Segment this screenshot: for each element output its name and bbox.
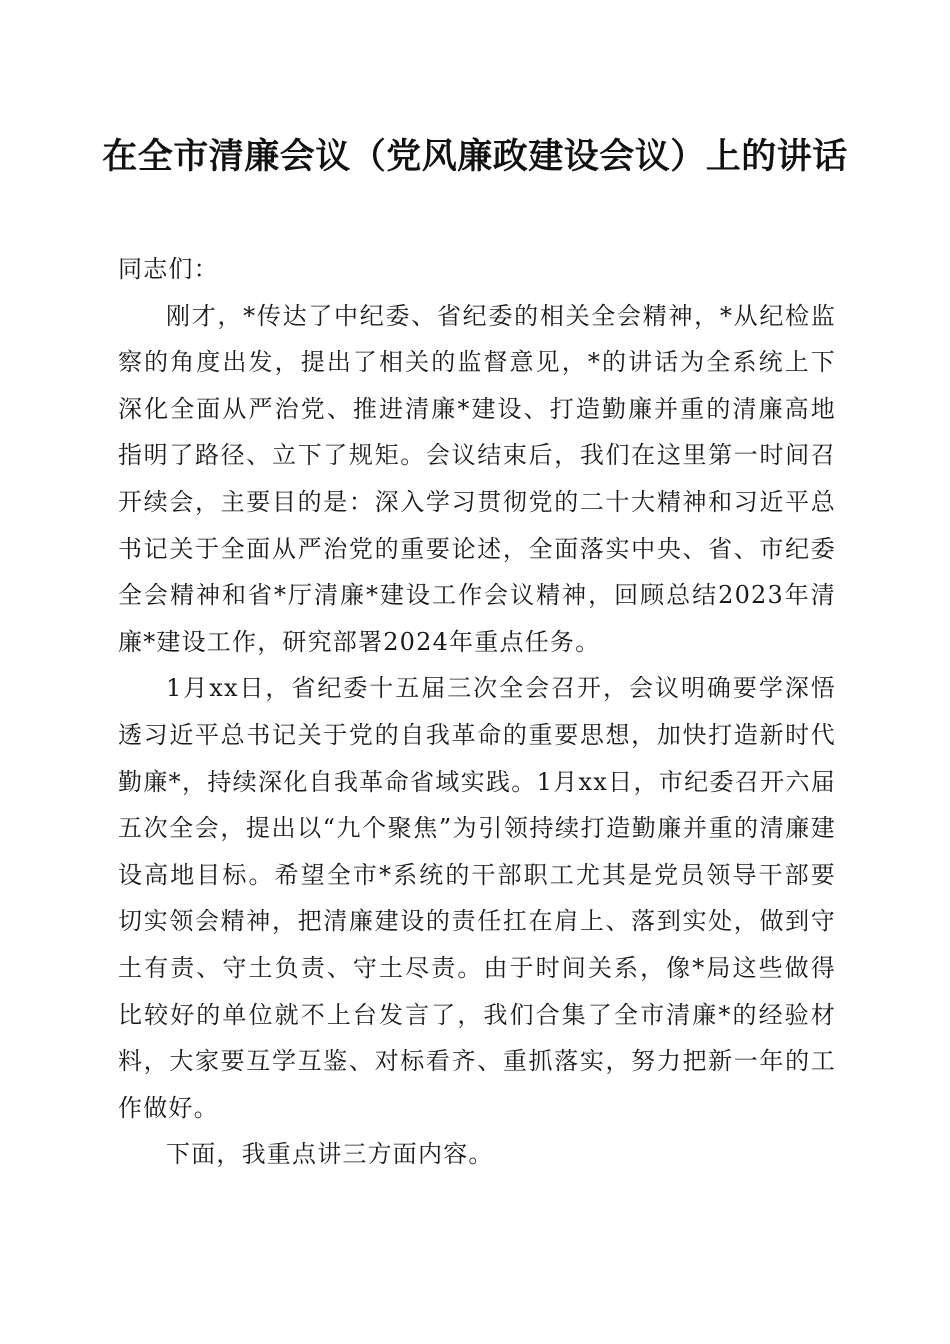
document-body: [118, 246, 836, 1178]
salutation: 同志们：: [118, 255, 219, 283]
paragraph-3: 下面，我重点讲三方面内容。: [166, 1140, 494, 1169]
paragraph-2: 1月xx日，省纪委十五届三次全会召开，会议明确要学深悟透习近平总书记关于党的自我革命的重要思想，加快打造新时代勤廉*，持续深化自我革命省域实践。1月xx日，市纪委召开六届五次全会，提出以“九个聚焦”为引领持续打造勤廉并重的清廉建设高地目标。希望全市*系统的干部职工尤其是党员领导干部要切实领会精神，把清廉建设的责任扛在肩上、落到实处，做到守土有责、守土负责、守土尽责。由于时间关系，像*局这些做得比较好的单位就不上台发言了，我们合集了全市清廉*的经验材料，大家要互学互鉴、对标看齐、重抓落实，努力把新一年的工作做好。: [118, 674, 836, 1122]
paragraph-1: 刚才，*传达了中纪委、省纪委的相关全会精神，*从纪检监察的角度出发，提出了相关的监督意见，*的讲话为全系统上下深化全面从严治党、推进清廉*建设、打造勤廉并重的清廉高地指明了路径、立下了规矩。会议结束后，我们在这里第一时间召开续会，主要目的是：深入学习贯彻党的二十大精神和习近平总书记关于全面从严治党的重要论述，全面落实中央、省、市纪委全会精神和省*厅清廉*建设工作会议精神，回顾总结2023年清廉*建设工作，研究部署2024年重点任务。: [118, 301, 836, 656]
document-title: 在全市清廉会议（党风廉政建设会议）上的讲话: [102, 137, 848, 177]
